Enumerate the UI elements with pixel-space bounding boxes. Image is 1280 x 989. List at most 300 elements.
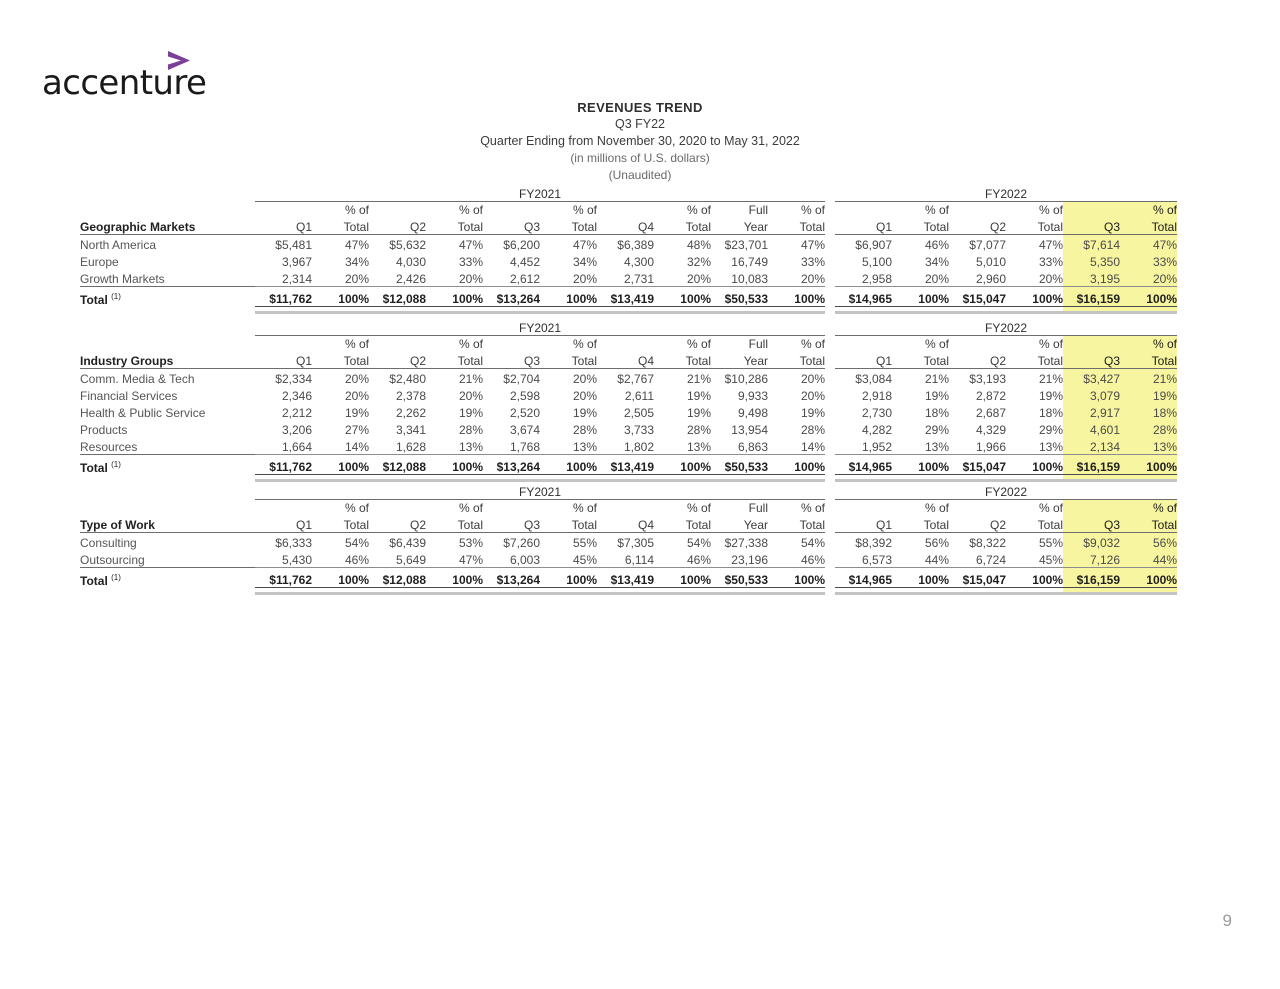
column-header-upper (1063, 500, 1120, 516)
shadow-cell (768, 475, 825, 481)
table-cell: 20% (1120, 269, 1177, 287)
table-cell: 54% (344, 536, 369, 550)
table-cell: 2,520 (509, 406, 540, 420)
table-cell: 13% (458, 440, 483, 454)
table-cell: 5,649 (395, 553, 426, 567)
shadow-cell (711, 307, 768, 313)
table-cell: $6,333 (275, 536, 312, 550)
column-header: Q2 (369, 217, 426, 235)
column-header: Total (1006, 217, 1063, 235)
table-cell: 4,601 (1063, 420, 1120, 437)
table-cell: 55% (1038, 536, 1063, 550)
column-header: Total (540, 217, 597, 235)
table-cell: 2,960 (975, 272, 1006, 286)
column-header-upper: % of (686, 501, 711, 515)
column-header: Total (1006, 515, 1063, 533)
column-header-upper (255, 500, 312, 516)
table-cell: 4,329 (975, 423, 1006, 437)
table-cell: 45% (572, 553, 597, 567)
shadow-cell (1063, 588, 1120, 594)
header-row-lower (80, 515, 1177, 533)
table-cell: $27,338 (724, 536, 768, 550)
column-header-upper (255, 202, 312, 218)
shadow-cell (768, 588, 825, 594)
spacer-cell (80, 186, 255, 202)
fy2021-band: FY2021 (255, 320, 825, 336)
column-header: Total (768, 515, 825, 533)
column-header: Q3 (483, 515, 540, 533)
column-header-upper: % of (686, 337, 711, 351)
column-header: Q3 (1063, 217, 1120, 235)
financial-table-geographic-markets (80, 186, 1177, 314)
table-cell: 21% (924, 372, 949, 386)
shadow-cell (597, 588, 654, 594)
total-cell: $16,159 (1063, 455, 1120, 475)
table-cell: 1,628 (395, 440, 426, 454)
table-cell: 55% (572, 536, 597, 550)
table-cell: 6,863 (737, 440, 768, 454)
table-cell: 20% (800, 389, 825, 403)
total-shadow-rule (80, 307, 1177, 313)
table-cell: 28% (1120, 420, 1177, 437)
column-header: Q1 (255, 217, 312, 235)
column-header-upper: % of (572, 501, 597, 515)
table-cell: $7,077 (969, 238, 1006, 252)
total-footnote-marker: (1) (111, 291, 121, 301)
table-cell: 13% (1038, 440, 1063, 454)
table-cell: 13% (572, 440, 597, 454)
column-header-upper: % of (1120, 500, 1177, 516)
total-cell: 100% (654, 287, 711, 307)
shadow-cell (255, 307, 312, 313)
total-cell: 100% (768, 455, 825, 475)
table-cell: 47% (344, 238, 369, 252)
column-header: Total (892, 515, 949, 533)
column-header: Q4 (597, 351, 654, 369)
shadow-cell (835, 588, 892, 594)
column-header: Q3 (483, 217, 540, 235)
table-cell: $7,260 (503, 536, 540, 550)
column-header: Total (654, 351, 711, 369)
shadow-cell (426, 588, 483, 594)
table-cell: 19% (686, 389, 711, 403)
table-cell: 19% (572, 406, 597, 420)
column-header-upper: % of (1038, 337, 1063, 351)
table-cell: 2,262 (395, 406, 426, 420)
table-cell: 9,498 (737, 406, 768, 420)
column-header: Q2 (949, 351, 1006, 369)
column-header-upper (597, 202, 654, 218)
column-header: Q1 (255, 351, 312, 369)
table-geographic-markets (80, 186, 1177, 314)
column-header: Q4 (597, 515, 654, 533)
spacer-cell (825, 235, 835, 253)
column-header-upper (835, 500, 892, 516)
table-row (80, 550, 1177, 568)
table-cell: 1,664 (281, 440, 312, 454)
table-cell: 18% (924, 406, 949, 420)
column-header-upper: % of (1120, 336, 1177, 352)
table-cell: 2,918 (861, 389, 892, 403)
column-header-upper: % of (458, 203, 483, 217)
table-cell: 34% (572, 255, 597, 269)
table-cell: 47% (800, 238, 825, 252)
total-cell: 100% (892, 287, 949, 307)
column-header-upper (597, 500, 654, 516)
total-cell: 100% (892, 568, 949, 588)
total-cell: $16,159 (1063, 287, 1120, 307)
table-cell: 56% (924, 536, 949, 550)
logo-wordmark: accenture (42, 63, 207, 103)
table-cell: 20% (800, 372, 825, 386)
table-cell: 5,350 (1063, 252, 1120, 269)
table-cell: 1,966 (975, 440, 1006, 454)
table-cell: 21% (458, 372, 483, 386)
row-label: Outsourcing (80, 550, 255, 568)
shadow-cell (711, 588, 768, 594)
column-header-upper: % of (572, 203, 597, 217)
total-cell: 100% (1006, 287, 1063, 307)
total-cell: $14,965 (835, 455, 892, 475)
table-cell: 20% (572, 272, 597, 286)
column-header-upper: Full (748, 337, 768, 351)
shadow-cell (1120, 475, 1177, 481)
table-cell: 16,749 (731, 255, 768, 269)
column-header-upper (835, 202, 892, 218)
shadow-cell (892, 588, 949, 594)
spacer-cell (825, 568, 835, 588)
table-cell: 2,505 (623, 406, 654, 420)
table-cell: 20% (572, 389, 597, 403)
shadow-cell (1120, 588, 1177, 594)
table-cell: 3,206 (281, 423, 312, 437)
spacer-cell (80, 500, 255, 516)
total-cell: 100% (768, 287, 825, 307)
column-header: Q1 (835, 217, 892, 235)
shadow-cell (255, 588, 312, 594)
column-header-upper: % of (924, 501, 949, 515)
total-cell: $15,047 (949, 455, 1006, 475)
table-cell: 6,003 (509, 553, 540, 567)
table-cell: 20% (458, 272, 483, 286)
column-header: Q3 (483, 351, 540, 369)
table-row (80, 235, 1177, 253)
column-header-upper: % of (800, 203, 825, 217)
shadow-cell (255, 475, 312, 481)
table-cell: 2,598 (509, 389, 540, 403)
table-cell: 2,314 (281, 272, 312, 286)
row-label: Comm. Media & Tech (80, 372, 195, 386)
spacer-cell (825, 550, 835, 568)
spacer-cell (825, 420, 835, 437)
total-cell: $13,264 (483, 287, 540, 307)
table-cell: 3,195 (1063, 269, 1120, 287)
report-quarter: Q3 FY22 (614, 117, 666, 131)
table-cell: 5,430 (281, 553, 312, 567)
total-cell: 100% (540, 455, 597, 475)
total-cell: $13,419 (597, 568, 654, 588)
header-row-upper (80, 336, 1177, 352)
total-cell: 100% (892, 455, 949, 475)
column-header-upper: % of (924, 337, 949, 351)
table-cell: 2,958 (861, 272, 892, 286)
total-cell: $14,965 (835, 287, 892, 307)
total-shadow-rule (80, 475, 1177, 481)
total-label: Total $^{(1)}$ (80, 291, 121, 307)
total-cell: 100% (1120, 455, 1177, 475)
total-footnote-marker: (1) (111, 459, 121, 469)
total-cell: 100% (312, 287, 369, 307)
total-cell: 100% (1006, 568, 1063, 588)
total-cell: 100% (426, 455, 483, 475)
column-header: Total (1120, 351, 1177, 369)
table-cell: 46% (800, 553, 825, 567)
spacer-cell (825, 217, 835, 235)
spacer-cell (825, 307, 835, 313)
table-cell: 4,030 (395, 255, 426, 269)
table-cell: 47% (458, 238, 483, 252)
spacer-cell (825, 500, 835, 516)
total-cell: 100% (654, 455, 711, 475)
table-cell: 13% (924, 440, 949, 454)
shadow-cell (1006, 307, 1063, 313)
spacer-cell (825, 287, 835, 307)
table-row (80, 420, 1177, 437)
shadow-cell (1006, 588, 1063, 594)
column-header: Total (1120, 515, 1177, 533)
table-cell: 2,730 (861, 406, 892, 420)
column-header-upper (255, 336, 312, 352)
table-cell: 2,378 (395, 389, 426, 403)
spacer-cell (825, 515, 835, 533)
fy2022-band: FY2022 (835, 186, 1177, 202)
table-cell: 18% (1038, 406, 1063, 420)
financial-table-industry-groups (80, 320, 1177, 482)
table-cell: 19% (344, 406, 369, 420)
row-label: Financial Services (80, 389, 178, 403)
spacer-cell (825, 455, 835, 475)
table-cell: 6,114 (624, 553, 654, 567)
total-cell: $13,419 (597, 287, 654, 307)
table-cell: 28% (686, 423, 711, 437)
total-cell: $13,264 (483, 568, 540, 588)
table-cell: 2,346 (281, 389, 312, 403)
spacer-cell (825, 202, 835, 218)
table-cell: 32% (686, 255, 711, 269)
table-title: Industry Groups (80, 351, 255, 369)
shadow-cell (597, 307, 654, 313)
spacer-cell (825, 351, 835, 369)
table-cell: 5,010 (975, 255, 1006, 269)
total-row (80, 568, 1177, 588)
table-cell: 34% (924, 255, 949, 269)
table-cell: 4,300 (623, 255, 654, 269)
column-header: Total (1120, 217, 1177, 235)
column-header-upper: % of (344, 501, 369, 515)
table-cell: 54% (800, 536, 825, 550)
table-cell: $5,481 (275, 238, 312, 252)
table-row (80, 533, 1177, 551)
table-cell: 2,917 (1063, 403, 1120, 420)
table-cell: 14% (344, 440, 369, 454)
column-header: Total (540, 515, 597, 533)
total-cell: $12,088 (369, 568, 426, 588)
total-cell: $16,159 (1063, 568, 1120, 588)
table-cell: 27% (344, 423, 369, 437)
table-cell: $2,334 (275, 372, 312, 386)
total-cell: 100% (1006, 455, 1063, 475)
column-header: Total (312, 217, 369, 235)
total-cell: 100% (312, 568, 369, 588)
shadow-cell (1006, 475, 1063, 481)
spacer-cell (80, 320, 255, 336)
total-row (80, 287, 1177, 307)
column-header: Total (426, 351, 483, 369)
column-header-upper (835, 336, 892, 352)
total-cell: $13,419 (597, 455, 654, 475)
table-cell: 34% (344, 255, 369, 269)
report-audit-note: (Unaudited) (608, 168, 672, 182)
table-cell: 46% (344, 553, 369, 567)
column-header: Total (654, 217, 711, 235)
table-cell: 29% (1038, 423, 1063, 437)
total-cell: 100% (426, 287, 483, 307)
shadow-cell (312, 588, 369, 594)
row-label: Europe (80, 255, 119, 269)
column-header: Total (540, 351, 597, 369)
shadow-cell (1063, 475, 1120, 481)
row-label: North America (80, 238, 157, 252)
table-cell: 20% (572, 372, 597, 386)
shadow-cell (540, 475, 597, 481)
table-cell: 28% (458, 423, 483, 437)
column-header-upper (369, 500, 426, 516)
table-cell: 19% (800, 406, 825, 420)
column-header-upper (597, 336, 654, 352)
shadow-cell (835, 307, 892, 313)
header-row-upper (80, 202, 1177, 218)
total-cell: 100% (312, 455, 369, 475)
table-cell: 13% (686, 440, 711, 454)
row-label: Resources (80, 437, 255, 455)
table-cell: $7,614 (1063, 235, 1120, 253)
total-cell: $11,762 (255, 455, 312, 475)
shadow-cell (654, 307, 711, 313)
spacer-cell (80, 202, 255, 218)
table-cell: 47% (572, 238, 597, 252)
table-cell: 33% (800, 255, 825, 269)
shadow-cell (1120, 307, 1177, 313)
total-cell: 100% (426, 568, 483, 588)
total-cell: $50,533 (711, 568, 768, 588)
header-row-lower (80, 217, 1177, 235)
table-cell: 19% (1038, 389, 1063, 403)
spacer-cell (80, 484, 255, 500)
total-cell: $13,264 (483, 455, 540, 475)
shadow-cell (768, 307, 825, 313)
table-cell: 19% (686, 406, 711, 420)
column-header-upper: % of (686, 203, 711, 217)
report-title: REVENUES TREND (577, 100, 703, 115)
shadow-cell (597, 475, 654, 481)
table-cell: 2,426 (395, 272, 426, 286)
spacer-cell (825, 533, 835, 551)
fy2022-band: FY2022 (835, 320, 1177, 336)
fiscal-year-band-row (80, 186, 1177, 202)
total-cell: $50,533 (711, 287, 768, 307)
spacer-cell (825, 475, 835, 481)
table-cell: $6,200 (503, 238, 540, 252)
table-cell: 46% (686, 553, 711, 567)
table-row (80, 269, 1177, 287)
spacer-cell (825, 386, 835, 403)
total-cell: $15,047 (949, 287, 1006, 307)
table-cell: 47% (1120, 235, 1177, 253)
table-cell: 1,952 (861, 440, 892, 454)
column-header: Total (426, 217, 483, 235)
column-header-upper: % of (458, 501, 483, 515)
column-header: Total (426, 515, 483, 533)
column-header-upper: % of (1038, 203, 1063, 217)
column-header: Q3 (1063, 351, 1120, 369)
row-label: Products (80, 423, 128, 437)
shadow-cell (312, 307, 369, 313)
column-header: Total (312, 515, 369, 533)
table-cell: 44% (924, 553, 949, 567)
column-header: Q2 (949, 217, 1006, 235)
table-cell: $2,480 (389, 372, 426, 386)
column-header: Total (768, 351, 825, 369)
table-cell: 20% (924, 272, 949, 286)
table-cell: $3,193 (969, 372, 1006, 386)
page-number: 9 (1222, 911, 1232, 930)
column-header-upper (1063, 336, 1120, 352)
shadow-cell (949, 475, 1006, 481)
header-row-upper (80, 500, 1177, 516)
column-header: Q2 (369, 515, 426, 533)
column-header: Year (711, 351, 768, 369)
shadow-cell (483, 307, 540, 313)
table-cell: 4,282 (861, 423, 892, 437)
spacer-cell (80, 336, 255, 352)
table-cell: $23,701 (724, 238, 768, 252)
column-header: Q1 (255, 515, 312, 533)
total-cell: $12,088 (369, 287, 426, 307)
spacer-cell (825, 320, 835, 336)
total-cell: $12,088 (369, 455, 426, 475)
table-cell: 20% (344, 389, 369, 403)
shadow-cell (654, 475, 711, 481)
table-cell: 19% (924, 389, 949, 403)
table-cell: 20% (1038, 272, 1063, 286)
table-cell: 13,954 (731, 423, 768, 437)
shadow-cell (426, 475, 483, 481)
table-row (80, 437, 1177, 455)
table-cell: 10,083 (731, 272, 768, 286)
spacer-cell (825, 588, 835, 594)
spacer-cell (80, 588, 255, 594)
row-label: Growth Markets (80, 269, 255, 287)
column-header: Total (892, 217, 949, 235)
shadow-cell (540, 307, 597, 313)
table-cell: $6,389 (617, 238, 654, 252)
table-row (80, 386, 1177, 403)
total-cell: 100% (1120, 287, 1177, 307)
total-cell: 100% (654, 568, 711, 588)
table-cell: 20% (800, 272, 825, 286)
total-cell: 100% (1120, 568, 1177, 588)
column-header-upper (1063, 202, 1120, 218)
